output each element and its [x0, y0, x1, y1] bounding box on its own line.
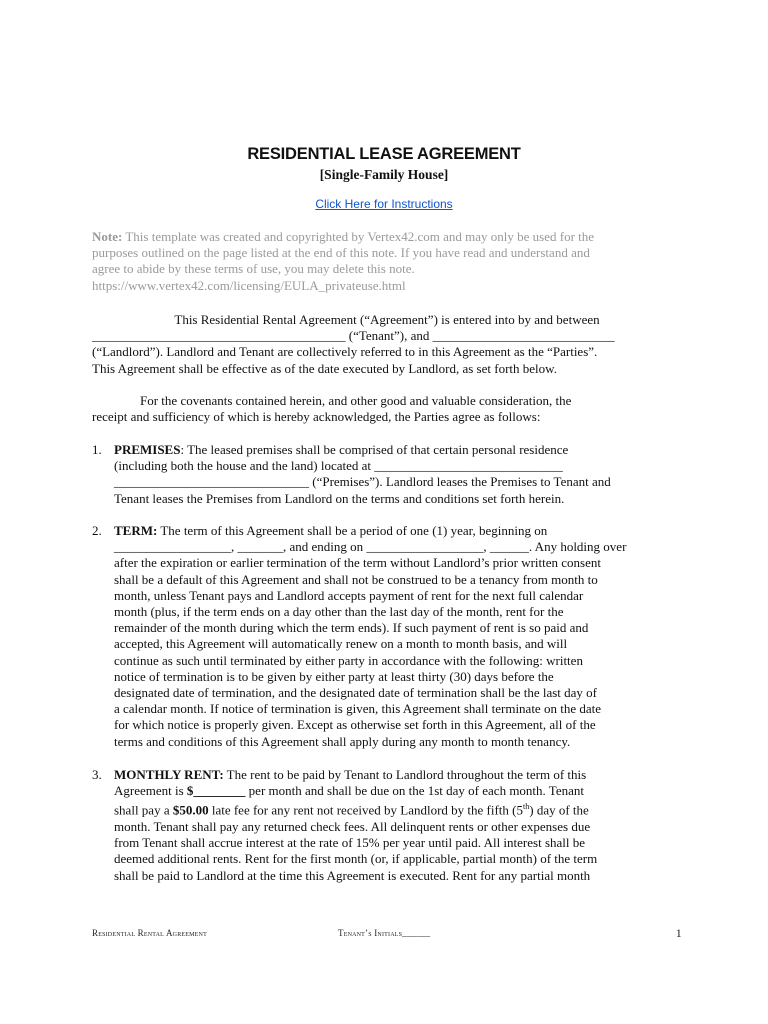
note-label: Note: [92, 229, 123, 244]
section-line: Tenant leases the Premises from Landlord on the terms and conditions set forth herein. [114, 490, 565, 506]
intro-line: _______________________________________ (“Tenant”), and ____________________________ [92, 328, 615, 344]
section-number: 1. [92, 442, 102, 457]
section-line: notice of termination is to be given by either party at least thirty (30) days before the [114, 668, 554, 684]
section-line: from Tenant shall accrue interest at the rate of 15% per year until paid. All interest shall be [114, 835, 586, 851]
page-number: 1 [675, 926, 682, 940]
template-note [92, 229, 682, 294]
instructions-link[interactable]: Click Here for Instructions [315, 197, 453, 211]
section-line: for which notice is properly given. Except as otherwise set forth in this Agreement, all of the [114, 717, 596, 733]
note-url: https://www.vertex42.com/licensing/EULA_privateuse.html [92, 277, 406, 293]
section-line: accepted, this Agreement will automatically renew on a month to month basis, and will [114, 636, 568, 652]
document-subtitle: [Single-Family House] [319, 167, 449, 182]
footer-tenant-initials: Tenant’s Initials______ [338, 928, 431, 938]
section-number: 3. [92, 767, 102, 782]
page-footer [92, 928, 682, 944]
section-line: designated date of termination, and the designated date of termination shall be the last day of [114, 685, 598, 701]
section-line: continue as such until terminated by either party in accordance with the following: written [114, 652, 583, 668]
consideration-paragraph [92, 393, 682, 425]
intro-line: This Agreement shall be effective as of the date executed by Landlord, as set forth below. [92, 360, 557, 376]
document-title: RESIDENTIAL LEASE AGREEMENT [247, 145, 521, 163]
section-line: after the expiration or earlier termination of the term without Landlord’s prior written consent [114, 555, 601, 571]
section-line: __________________, _______, and ending on __________________, ______. Any holding over [114, 539, 627, 555]
section-line: shall pay a $50.00 late fee for any rent not received by Landlord by the fifth (5th) day of the [114, 802, 589, 818]
note-line: purposes outlined on the page listed at the end of this note. If you have read and understand and [92, 245, 590, 261]
section-line: remainder of the month during which the term ends). If such payment of rent is so paid and [114, 620, 589, 636]
intro-paragraph [92, 312, 682, 377]
section-line: month, unless Tenant pays and Landlord accepts payment of rent for the next full calendar [114, 587, 584, 603]
note-line: agree to abide by these terms of use, you may delete this note. [92, 261, 415, 277]
section-monthly-rent [92, 767, 682, 885]
section-line: deemed additional rents. Rent for the first month (or, if applicable, partial month) of the term [114, 851, 598, 867]
section-line: MONTHLY RENT: The rent to be paid by Tenant to Landlord throughout the term of this [114, 767, 587, 782]
section-line: (including both the house and the land) located at _____________________________ [114, 458, 563, 474]
intro-line: (“Landlord”). Landlord and Tenant are collectively referred to in this Agreement as the “Parties”. [92, 344, 598, 360]
footer-doc-name: Residential Rental Agreement [92, 928, 207, 938]
section-line: TERM: The term of this Agreement shall be a period of one (1) year, beginning on [114, 523, 548, 538]
section-term [92, 523, 682, 755]
section-line: ______________________________ (“Premises”). Landlord leases the Premises to Tenant and [114, 474, 611, 490]
section-line: PREMISES: The leased premises shall be comprised of that certain personal residence [114, 442, 569, 457]
section-line: shall be a default of this Agreement and shall not be construed to be a tenancy from month to [114, 571, 598, 587]
section-line: month. Tenant shall pay any returned check fees. All delinquent rents or other expenses due [114, 818, 591, 834]
section-line: month (plus, if the term ends on a day other than the last day of the month, rent for the [114, 604, 564, 620]
consideration-line: For the covenants contained herein, and other good and valuable consideration, the [140, 393, 572, 408]
section-line: a calendar month. If notice of termination is given, this Agreement shall terminate on the date [114, 701, 601, 717]
section-line: shall be paid to Landlord at the time this Agreement is executed. Rent for any partial month [114, 867, 591, 883]
section-premises [92, 442, 682, 512]
section-line: Agreement is $________ per month and shall be due on the 1st day of each month. Tenant [114, 783, 584, 799]
note-line: This template was created and copyrighted by Vertex42.com and may only be used for the [122, 229, 595, 244]
consideration-line: receipt and sufficiency of which is hereby acknowledged, the Parties agree as follows: [92, 409, 541, 425]
section-line: terms and conditions of this Agreement shall apply during any month to month tenancy. [114, 733, 571, 749]
intro-line: This Residential Rental Agreement (“Agreement”) is entered into by and between [174, 312, 600, 327]
section-number: 2. [92, 523, 102, 538]
